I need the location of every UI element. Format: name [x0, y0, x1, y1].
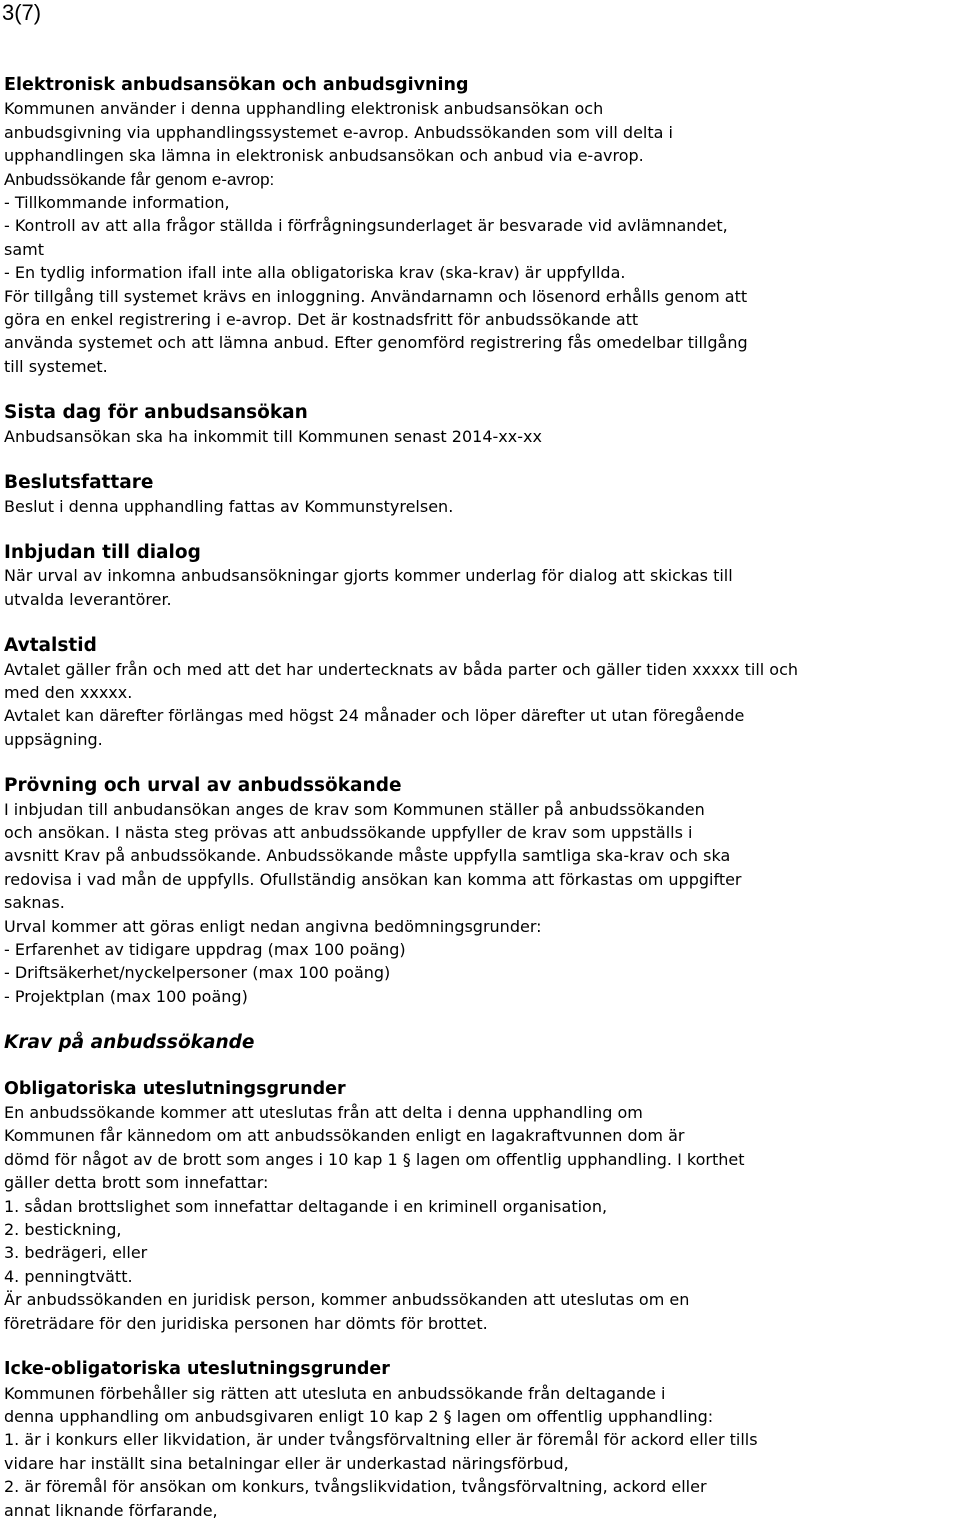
paragraph-line: I inbjudan till anbudansökan anges de krav som Kommunen ställer på anbudssökanden: [4, 799, 705, 819]
list-item: - Driftsäkerhet/nyckelpersoner (max 100 poäng): [4, 963, 391, 983]
paragraph-line: Kommunen får kännedom om att anbudssökanden enligt en lagakraftvunnen dom är: [4, 1126, 685, 1146]
paragraph-line: En anbudssökande kommer att uteslutas från att delta i denna upphandling om: [4, 1103, 643, 1123]
paragraph-line: Är anbudssökanden en juridisk person, kommer anbudssökanden att uteslutas om en: [4, 1290, 690, 1310]
section-sista-dag: [4, 401, 960, 448]
paragraph-line: gäller detta brott som innefattar:: [4, 1173, 269, 1193]
paragraph-line: När urval av inkomna anbudsansökningar gjorts kommer underlag för dialog att skickas till: [4, 566, 733, 586]
paragraph-line: uppsägning.: [4, 729, 103, 749]
paragraph-line: Beslut i denna upphandling fattas av Kommunstyrelsen.: [4, 496, 454, 516]
section-heading: Krav på anbudssökande: [4, 1032, 255, 1054]
paragraph-line: saknas.: [4, 893, 65, 913]
section-heading: Sista dag för anbudsansökan: [4, 402, 308, 424]
section-krav: [4, 1031, 960, 1054]
paragraph-line: dömd för något av de brott som anges i 10 kap 1 § lagen om offentlig upphandling. I korthet: [4, 1149, 745, 1169]
paragraph-line: Kommunen använder i denna upphandling elektronisk anbudsansökan och: [4, 99, 604, 119]
section-obligatoriska: [4, 1078, 960, 1335]
section-beslutsfattare: [4, 471, 960, 518]
section-avtalstid: [4, 634, 960, 751]
section-provning: [4, 774, 960, 1008]
page-number: 3(7): [2, 0, 42, 25]
list-item: - En tydlig information ifall inte alla obligatoriska krav (ska-krav) är uppfyllda.: [4, 263, 626, 283]
document-body: [4, 74, 960, 1522]
list-item: - Projektplan (max 100 poäng): [4, 986, 248, 1006]
paragraph-line: företrädare för den juridiska personen har dömts för brottet.: [4, 1313, 488, 1333]
paragraph-line: För tillgång till systemet krävs en inloggning. Användarnamn och lösenord erhålls genom att: [4, 286, 748, 306]
list-item: - Erfarenhet av tidigare uppdrag (max 100 poäng): [4, 940, 406, 959]
section-heading: Avtalstid: [4, 635, 97, 657]
paragraph-line: denna upphandling om anbudsgivaren enligt 10 kap 2 § lagen om offentlig upphandling:: [4, 1406, 714, 1426]
list-item: 3. bedrägeri, eller: [4, 1243, 148, 1263]
section-icke-obligatoriska: [4, 1358, 960, 1522]
section-inbjudan: [4, 541, 960, 611]
section-heading: Beslutsfattare: [4, 472, 154, 494]
paragraph-line: redovisa i vad mån de uppfylls. Ofullständig ansökan kan komma att förkastas om uppgifter: [4, 869, 742, 889]
paragraph-line: Anbudsansökan ska ha inkommit till Kommunen senast 2014-xx-xx: [4, 426, 542, 446]
paragraph-line: Anbudssökande får genom e-avrop:: [4, 169, 275, 189]
list-item: 1. sådan brottslighet som innefattar deltagande i en kriminell organisation,: [4, 1196, 608, 1216]
paragraph-line: Urval kommer att göras enligt nedan angivna bedömningsgrunder:: [4, 916, 542, 936]
paragraph-line: till systemet.: [4, 356, 108, 376]
paragraph-line: anbudsgivning via upphandlingssystemet e-avrop. Anbudssökanden som vill delta i: [4, 122, 673, 142]
list-item: 1. är i konkurs eller likvidation, är under tvångsförvaltning eller är föremål för ackord eller tills: [4, 1430, 758, 1450]
paragraph-line: använda systemet och att lämna anbud. Efter genomförd registrering fås omedelbar tillgång: [4, 333, 748, 353]
section-heading: Prövning och urval av anbudssökande: [4, 775, 402, 797]
paragraph-line: vidare har inställt sina betalningar eller är underkastad näringsförbud,: [4, 1453, 569, 1473]
paragraph-line: med den xxxxx.: [4, 682, 133, 702]
paragraph-line: utvalda leverantörer.: [4, 589, 172, 609]
paragraph-line: annat liknande förfarande,: [4, 1500, 218, 1520]
list-item: 2. är föremål för ansökan om konkurs, tvångslikvidation, tvångsförvaltning, ackord eller: [4, 1477, 707, 1497]
section-heading: Inbjudan till dialog: [4, 541, 201, 563]
paragraph-line: Avtalet gäller från och med att det har undertecknats av båda parter och gäller tiden xxxxx till och: [4, 659, 799, 679]
list-item: - Kontroll av att alla frågor ställda i förfrågningsunderlaget är besvarade vid avlämnandet,: [4, 216, 728, 236]
paragraph-line: göra en enkel registrering i e-avrop. Det är kostnadsfritt för anbudssökande att: [4, 310, 639, 330]
list-item: - Tillkommande information,: [4, 193, 230, 213]
section-elektronisk: [4, 74, 960, 378]
section-heading: Obligatoriska uteslutningsgrunder: [4, 1078, 346, 1099]
paragraph-line: upphandlingen ska lämna in elektronisk anbudsansökan och anbud via e-avrop.: [4, 146, 644, 166]
list-item: 2. bestickning,: [4, 1220, 122, 1240]
list-item: 4. penningtvätt.: [4, 1266, 133, 1286]
paragraph-line: avsnitt Krav på anbudssökande. Anbudssökande måste uppfylla samtliga ska-krav och ska: [4, 846, 731, 866]
paragraph-line: Avtalet kan därefter förlängas med högst 24 månader och löper därefter ut utan föregående: [4, 706, 745, 726]
section-heading: Icke-obligatoriska uteslutningsgrunder: [4, 1359, 390, 1380]
paragraph-line: och ansökan. I nästa steg prövas att anbudssökande uppfyller de krav som uppställs i: [4, 822, 693, 842]
section-heading: Elektronisk anbudsansökan och anbudsgivning: [4, 75, 469, 95]
paragraph-line: Kommunen förbehåller sig rätten att utesluta en anbudssökande från deltagande i: [4, 1383, 666, 1403]
paragraph-line: samt: [4, 239, 44, 259]
